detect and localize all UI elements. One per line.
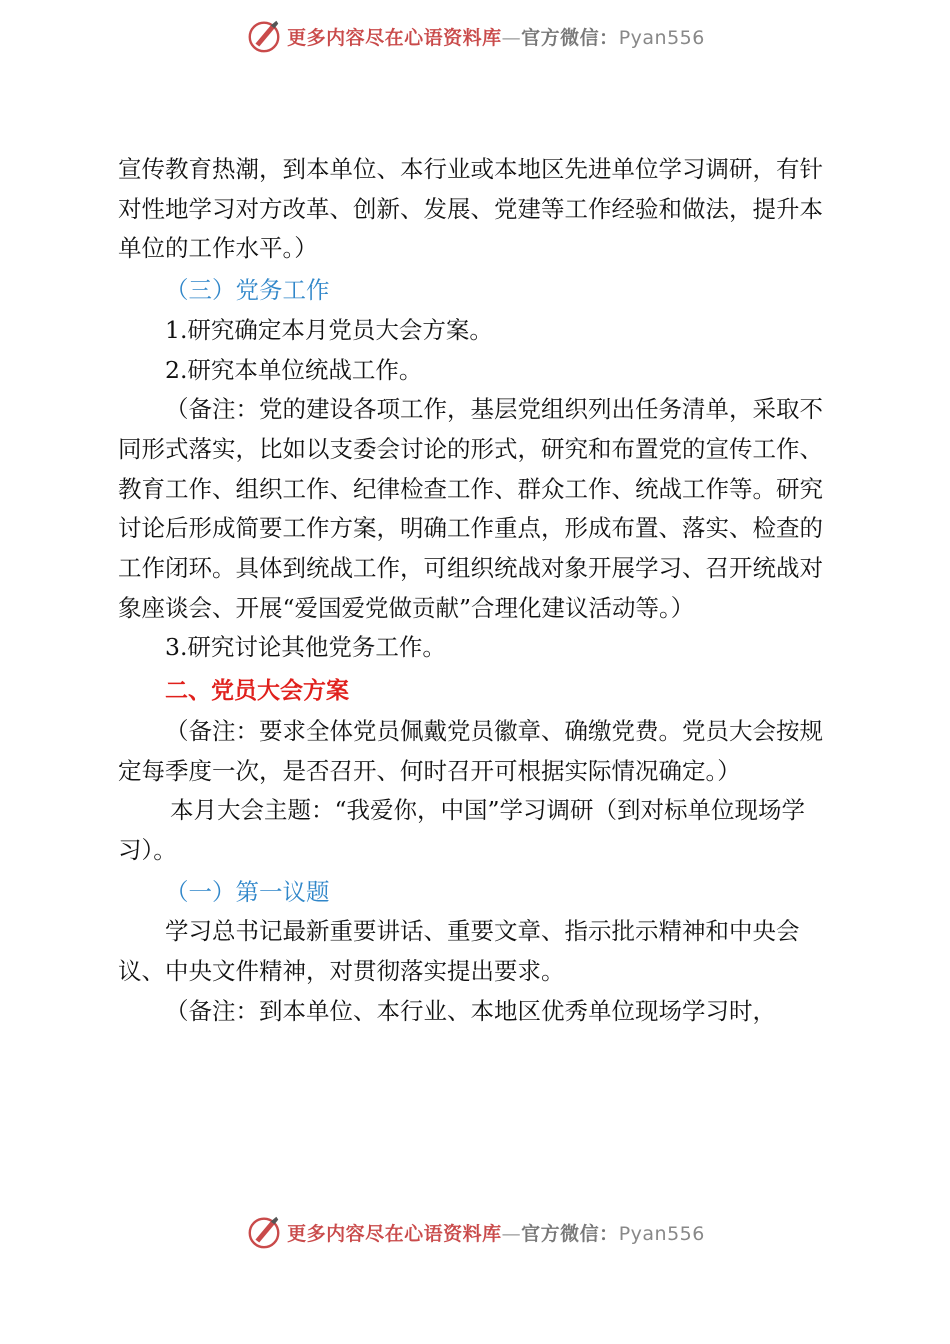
brand-logo-icon [245, 1213, 283, 1251]
remark-paragraph: （备注：党的建设各项工作，基层党组织列出任务清单，采取不同形式落实，比如以支委会讨论的形式，研究和布置党的宣传工作、教育工作、组织工作、纪律检查工作、群众工作、统战工作等。研究讨论后形成简要工作方案，明确工作重点，形成布置、落实、检查的工作闭环。具体到统战工作，可组织统战对象开展学习、召开统战对象座谈会、开展“爱国爱党做贡献”合理化建议活动等。） [118, 395, 823, 622]
banner-separator: — [501, 26, 522, 49]
document-body [118, 150, 834, 1031]
remark-paragraph: （备注：要求全体党员佩戴党员徽章、确缴党费。党员大会按规定每季度一次，是否召开、何时召开可根据实际情况确定。） [118, 716, 823, 785]
banner-brand: 更多内容尽在心语资料库 [287, 26, 502, 49]
banner-wechat-id: Pyan556 [618, 26, 705, 49]
list-item: 3.研究讨论其他党务工作。 [165, 633, 446, 662]
footer-watermark-banner [0, 1210, 950, 1254]
banner-wechat-id: Pyan556 [618, 1222, 705, 1245]
section-heading-party-affairs: （三）党务工作 [165, 276, 330, 305]
list-item: 2.研究本单位统战工作。 [165, 355, 423, 384]
brand-logo-icon [245, 17, 283, 55]
banner-separator: — [501, 1222, 522, 1245]
section-heading-member-meeting: 二、党员大会方案 [165, 678, 349, 705]
meeting-theme-paragraph: 本月大会主题：“我爱你，中国”学习调研（到对标单位现场学习）。 [118, 796, 806, 864]
body-paragraph: 学习总书记最新重要讲话、重要文章、指示批示精神和中央会议、中央文件精神，对贯彻落实提出要求。 [118, 917, 800, 986]
list-item: 1.研究确定本月党员大会方案。 [165, 315, 493, 344]
body-paragraph: 宣传教育热潮，到本单位、本行业或本地区先进单位学习调研，有针对性地学习对方改革、创新、发展、党建等工作经验和做法，提升本单位的工作水平。） [118, 155, 823, 263]
banner-wechat-label: 官方微信： [521, 26, 619, 49]
banner-wechat-label: 官方微信： [521, 1222, 619, 1245]
header-watermark-banner [0, 14, 950, 58]
remark-paragraph: （备注：到本单位、本行业、本地区优秀单位现场学习时， [165, 996, 776, 1025]
banner-brand: 更多内容尽在心语资料库 [287, 1222, 502, 1245]
section-heading-first-topic: （一）第一议题 [165, 877, 330, 906]
